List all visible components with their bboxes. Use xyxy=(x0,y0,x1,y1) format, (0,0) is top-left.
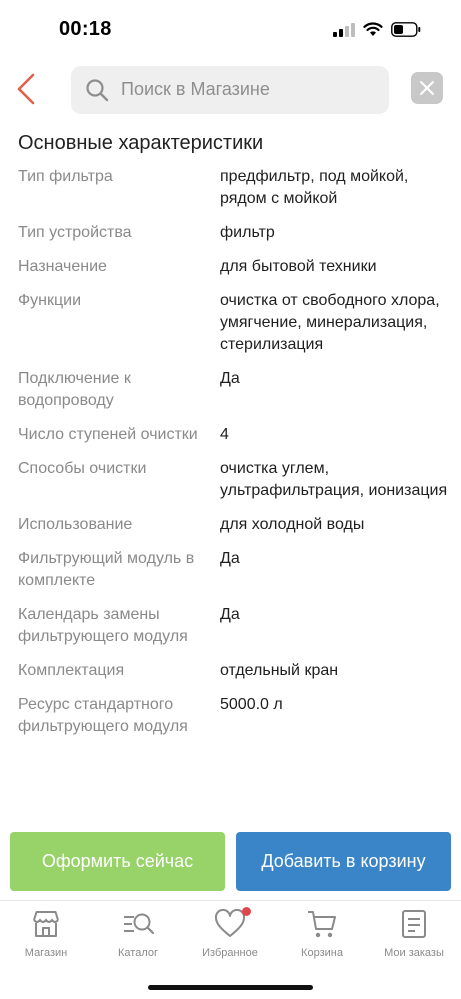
spec-row xyxy=(0,290,461,356)
section-title: Основные характеристики xyxy=(18,132,264,154)
spec-row xyxy=(0,424,461,446)
spec-key: Подключение к водопроводу xyxy=(18,370,131,409)
spec-key: Число ступеней очистки xyxy=(18,426,198,443)
tab-catalog[interactable] xyxy=(92,909,184,965)
search-icon xyxy=(85,78,109,102)
clear-search-button[interactable] xyxy=(411,72,443,104)
tab-label: Мои заказы xyxy=(384,947,444,959)
notification-badge xyxy=(242,907,251,916)
tab-label: Каталог xyxy=(118,947,158,959)
home-indicator xyxy=(148,985,313,990)
spec-key: Комплектация xyxy=(18,662,125,679)
spec-value: Да xyxy=(220,370,240,387)
tab-label: Магазин xyxy=(24,947,68,959)
spec-row xyxy=(0,256,461,278)
spec-row xyxy=(0,514,461,536)
bottom-tab-bar xyxy=(0,900,461,966)
tab-orders[interactable] xyxy=(368,909,460,965)
back-button[interactable] xyxy=(14,72,40,106)
spec-value: отдельный кран xyxy=(220,662,339,679)
spec-key: Фильтрующий модуль в комплекте xyxy=(18,550,195,589)
spec-value: фильтр xyxy=(220,224,275,241)
spec-row xyxy=(0,368,461,412)
spec-row xyxy=(0,458,461,502)
spec-key: Способы очистки xyxy=(18,460,147,477)
buy-now-button[interactable]: Оформить сейчас xyxy=(10,832,225,891)
tab-cart[interactable] xyxy=(276,909,368,965)
spec-value: Да xyxy=(220,550,240,567)
spec-value: Да xyxy=(220,606,240,623)
spec-key: Тип устройства xyxy=(18,224,132,241)
spec-value: для бытовой техники xyxy=(220,258,377,275)
chevron-left-icon xyxy=(14,72,40,106)
spec-value: очистка от свободного хлора, умягчение, минерализация, стерилизация xyxy=(220,292,440,353)
store-icon xyxy=(30,909,62,939)
battery-icon xyxy=(391,22,421,37)
cart-icon xyxy=(306,909,338,939)
spec-value: 4 xyxy=(220,426,229,443)
cellular-signal-icon xyxy=(333,23,355,37)
heart-icon xyxy=(214,909,246,939)
tab-favorites[interactable] xyxy=(184,909,276,965)
spec-row xyxy=(0,166,461,210)
tab-label: Избранное xyxy=(202,947,258,959)
catalog-search-icon xyxy=(122,909,154,939)
spec-value: для холодной воды xyxy=(220,516,365,533)
search-input[interactable] xyxy=(71,66,389,114)
status-time: 00:18 xyxy=(59,18,112,40)
status-bar xyxy=(0,0,461,60)
add-to-cart-button[interactable]: Добавить в корзину xyxy=(236,832,451,891)
specs-content[interactable] xyxy=(0,122,461,830)
spec-row xyxy=(0,222,461,244)
spec-value: предфильтр, под мойкой, рядом с мойкой xyxy=(220,168,409,207)
search-header xyxy=(0,60,461,122)
spec-row xyxy=(0,660,461,682)
spec-key: Тип фильтра xyxy=(18,168,113,185)
spec-key: Использование xyxy=(18,516,133,533)
spec-row xyxy=(0,548,461,592)
spec-row xyxy=(0,604,461,648)
spec-key: Функции xyxy=(18,292,82,309)
action-bar xyxy=(0,830,461,896)
specs-list xyxy=(0,166,461,750)
spec-row xyxy=(0,694,461,738)
status-icons xyxy=(333,22,421,37)
search-placeholder: Поиск в Магазине xyxy=(121,79,270,99)
spec-value: 5000.0 л xyxy=(220,696,283,713)
spec-key: Назначение xyxy=(18,258,107,275)
spec-key: Ресурс стандартного фильтрующего модуля xyxy=(18,696,188,735)
orders-icon xyxy=(398,909,430,939)
spec-key: Календарь замены фильтрующего модуля xyxy=(18,606,188,645)
spec-value: очистка углем, ультрафильтрация, ионизация xyxy=(220,460,448,499)
tab-store[interactable] xyxy=(0,909,92,965)
close-icon xyxy=(411,72,443,104)
wifi-icon xyxy=(363,22,383,37)
tab-label: Корзина xyxy=(301,947,343,959)
